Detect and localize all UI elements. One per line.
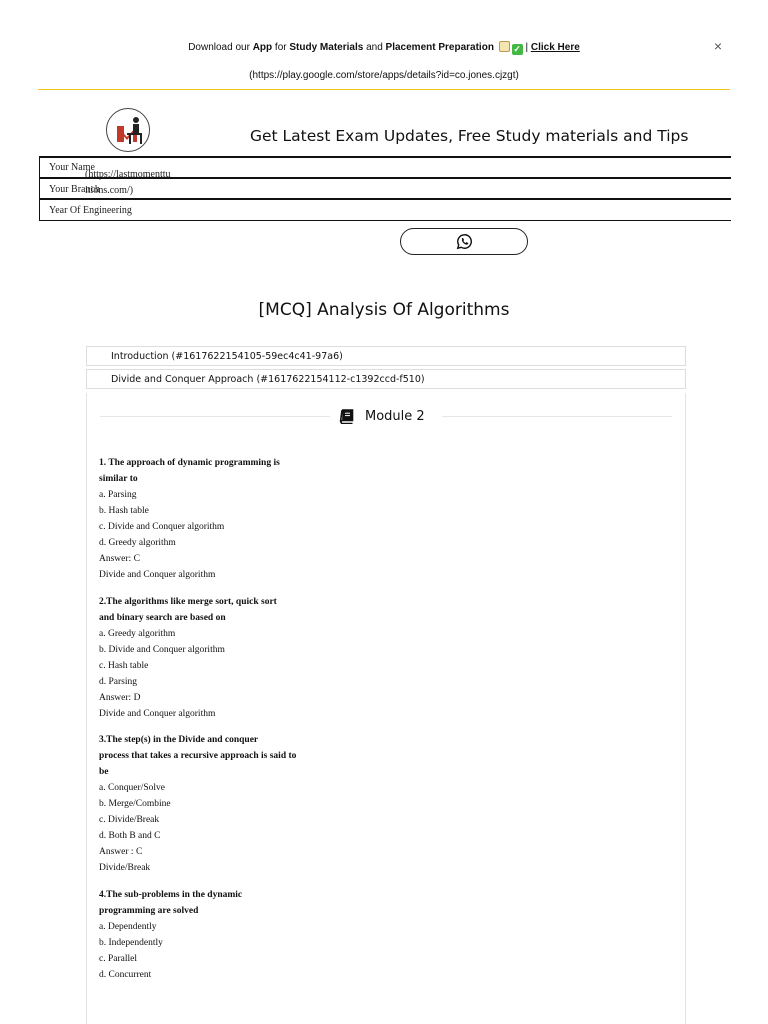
banner-text-for: for: [272, 42, 290, 53]
site-logo[interactable]: [106, 108, 150, 152]
question-text: 3.The step(s) in the Divide and conquer: [99, 735, 259, 745]
answer-explanation: Divide and Conquer algorithm: [99, 709, 216, 719]
answer-line: Answer : C: [99, 847, 143, 857]
question-text: process that takes a recursive approach is said to: [99, 751, 297, 761]
module-title: Module 2: [365, 408, 425, 424]
option-b: b. Divide and Conquer algorithm: [99, 645, 225, 655]
option-b: b. Independently: [99, 938, 163, 948]
nav-link-introduction[interactable]: [86, 346, 686, 366]
year-of-engineering-label: Year Of Engineering: [49, 205, 132, 216]
option-a: a. Parsing: [99, 490, 137, 500]
close-icon[interactable]: ×: [713, 38, 723, 54]
banner-placement: Placement Preparation: [385, 42, 494, 53]
check-mark-icon: ✓: [513, 44, 521, 54]
page-title: [MCQ] Analysis Of Algorithms: [258, 300, 510, 320]
site-headline: Get Latest Exam Updates, Free Study materials and Tips: [250, 127, 689, 145]
mcq-question-3: [99, 732, 359, 876]
answer-line: Answer: D: [99, 693, 141, 703]
option-d: d. Concurrent: [99, 970, 152, 980]
logo-link-url-line2: itions.com/): [85, 185, 134, 196]
your-name-label: Your Name: [49, 162, 95, 173]
option-a: a. Conquer/Solve: [99, 783, 165, 793]
option-d: d. Parsing: [99, 677, 137, 687]
question-text: similar to: [99, 474, 138, 484]
banner-separator: |: [522, 42, 531, 53]
banner-link-url: (https://play.google.com/store/apps/details?id=co.jones.cjzgt): [249, 70, 519, 81]
banner-study-materials: Study Materials: [289, 42, 364, 53]
whatsapp-button[interactable]: [400, 228, 528, 255]
nav-link-label: Divide and Conquer Approach (#1617622154112-c1392ccd-f510): [111, 374, 425, 385]
app-download-banner: [0, 0, 768, 90]
nav-link-label: Introduction (#1617622154105-59ec4c41-97a6): [111, 351, 343, 362]
memo-icon: [499, 41, 510, 52]
nav-link-divide-and-conquer[interactable]: [86, 369, 686, 389]
whatsapp-icon: [456, 233, 473, 250]
banner-message: [0, 38, 768, 55]
option-c: c. Parallel: [99, 954, 137, 964]
answer-explanation: Divide and Conquer algorithm: [99, 570, 216, 580]
book-icon: [339, 409, 355, 424]
banner-text-and: and: [363, 42, 386, 53]
signup-form: [39, 156, 731, 221]
question-text: 2.The algorithms like merge sort, quick sort: [99, 597, 277, 607]
answer-line: Answer: C: [99, 554, 140, 564]
question-text: 4.The sub-problems in the dynamic: [99, 890, 243, 900]
mcq-question-2: [99, 594, 359, 722]
module-divider-right: [442, 416, 672, 417]
option-a: a. Greedy algorithm: [99, 629, 176, 639]
option-c: c. Divide/Break: [99, 815, 160, 825]
option-c: c. Divide and Conquer algorithm: [99, 522, 225, 532]
banner-app-word: App: [252, 42, 273, 53]
option-a: a. Dependently: [99, 922, 157, 932]
mcq-question-4: [99, 887, 359, 983]
answer-explanation: Divide/Break: [99, 863, 151, 873]
mcq-content-panel: [86, 393, 686, 1024]
option-d: d. Greedy algorithm: [99, 538, 176, 548]
question-text: 1. The approach of dynamic programming is: [99, 458, 280, 468]
logo-link-url-line1: (https://lastmomenttu: [85, 169, 171, 180]
click-here-link[interactable]: Click Here: [530, 42, 580, 53]
option-d: d. Both B and C: [99, 831, 161, 841]
option-b: b. Hash table: [99, 506, 149, 516]
module-heading: [339, 407, 425, 425]
question-text: and binary search are based on: [99, 613, 226, 623]
banner-text-prefix: Download our: [188, 42, 253, 53]
question-text: programming are solved: [99, 906, 199, 916]
year-of-engineering-field[interactable]: [40, 200, 731, 221]
your-branch-label: Your Branch: [49, 184, 100, 195]
option-c: c. Hash table: [99, 661, 149, 671]
question-text: be: [99, 767, 109, 777]
module-divider-left: [100, 416, 330, 417]
mcq-question-1: [99, 455, 359, 583]
your-branch-field[interactable]: [40, 179, 731, 200]
option-b: b. Merge/Combine: [99, 799, 171, 809]
banner-divider: [38, 89, 730, 90]
